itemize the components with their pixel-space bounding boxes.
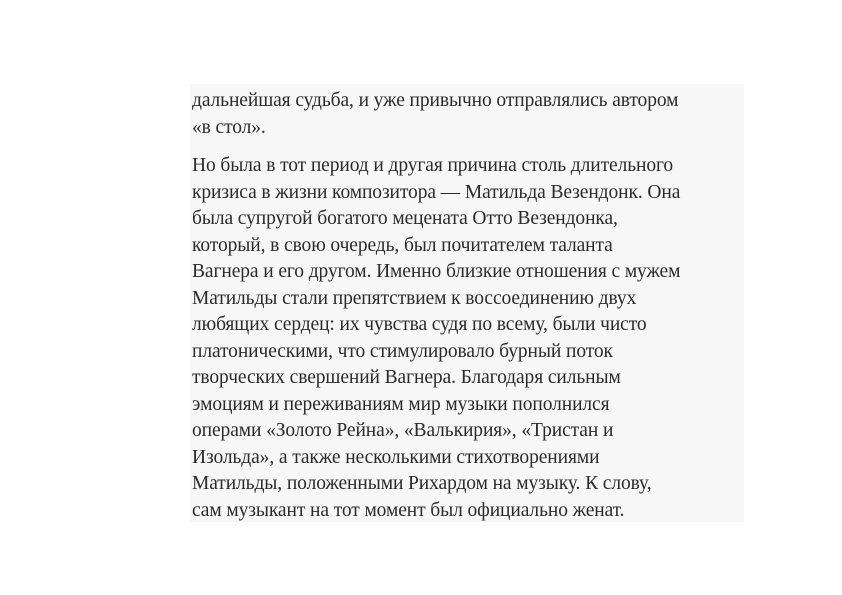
paragraph-2: Но была в тот период и другая причина столь длительного кризиса в жизни композитора — Матильда Везендонк. Она была супругой богатого мецената Отто Везендонка, который, в свою очередь, был почитателем таланта Вагнера и его другом. Именно близкие отношения с мужем Матильды стали препятствием к воссоединению двух любящих сердец: их чувства судя по всему, были чисто платоническими, что стимулировало бурный поток творческих свершений Вагнера. Благодаря сильным эмоциям и переживаниям мир музыки пополнился операми «Золото Рейна», «Валькирия», «Тристан и Изольда», а также несколькими стихотворениями Матильды, положенными Рихардом на музыку. К слову, сам музыкант на тот момент был официально женат.: [192, 155, 681, 521]
paragraph-1: дальнейшая судьба, и уже привычно отправлялись автором «в стол».: [192, 90, 679, 138]
text-block: [190, 84, 744, 522]
